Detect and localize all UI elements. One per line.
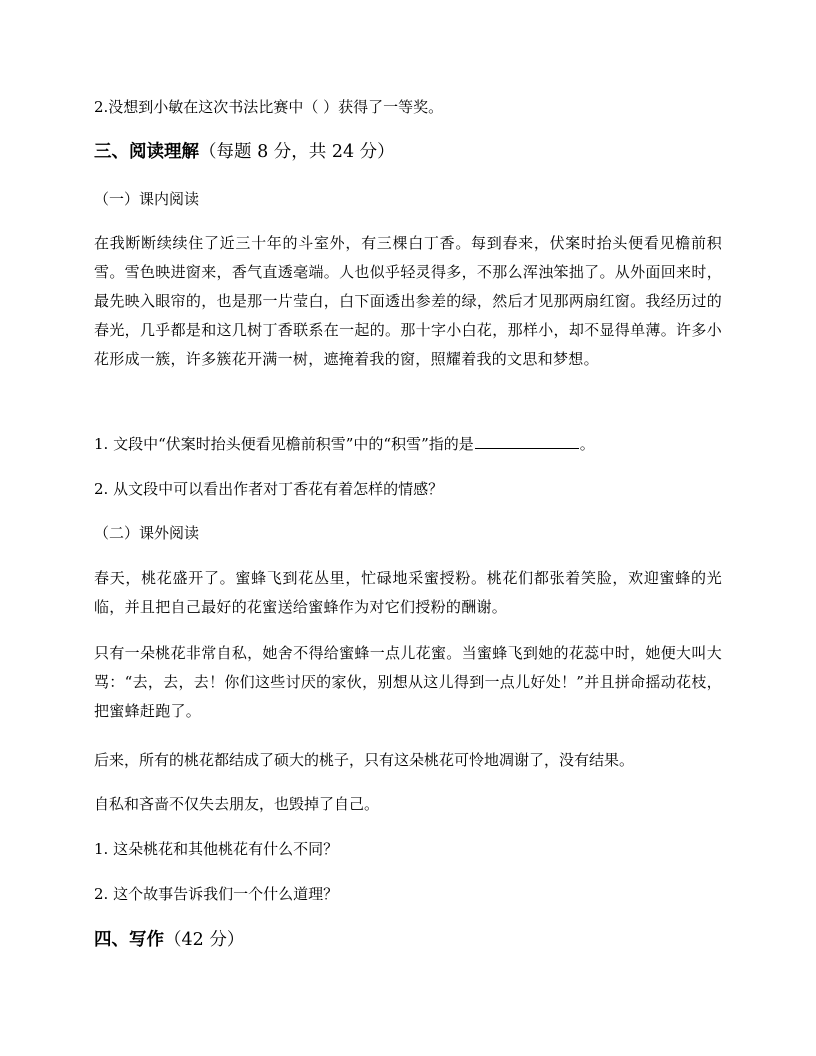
section-4-score: （42 分）	[164, 930, 245, 950]
section-4-title: 四、写作	[94, 930, 164, 950]
section-4-heading	[94, 928, 244, 952]
part-2-question-2: 2. 这个故事告诉我们一个什么道理？	[94, 885, 339, 903]
part-2-paragraph-1: 春天，桃花盛开了。蜜蜂飞到花丛里，忙碌地采蜜授粉。桃花们都张着笑脸，欢迎蜜蜂的光临，并且把自己最好的花蜜送给蜜蜂作为对它们授粉的酬谢。	[94, 569, 722, 616]
part-1-question-1	[94, 434, 595, 454]
section-3-title: 三、阅读理解	[94, 142, 199, 162]
part-2-paragraph-3: 后来，所有的桃花都结成了硕大的桃子，只有这朵桃花可怜地凋谢了，没有结果。	[94, 751, 635, 769]
part-1-label: （一）课内阅读	[94, 190, 200, 208]
part-1-passage: 在我断断续续住了近三十年的斗室外，有三棵白丁香。每到春来，伏案时抬头便看见檐前积雪。雪色映进窗来，香气直透毫端。人也似乎轻灵得多，不那么浑浊笨拙了。从外面回来时，最先映入眼帘的，也是那一片莹白，白下面透出参差的绿，然后才见那两扇红窗。我经历过的春光，几乎都是和这几树丁香联系在一起的。那十字小白花，那样小，却不显得单薄。许多小花形成一簇，许多簇花开满一树，遮掩着我的窗，照耀着我的文思和梦想。	[94, 234, 722, 368]
section-3-heading	[94, 140, 395, 164]
part-2-label: （二）课外阅读	[94, 524, 200, 542]
part-2-question-1: 1. 这朵桃花和其他桃花有什么不同？	[94, 840, 339, 858]
part-1-question-1-text: 1. 文段中“伏案时抬头便看见檐前积雪”中的“积雪”指的是	[94, 435, 474, 453]
part-2-paragraph-4: 自私和吝啬不仅失去朋友，也毁掉了自己。	[94, 795, 380, 813]
part-1-question-2: 2. 从文段中可以看出作者对丁香花有着怎样的情感？	[94, 480, 444, 498]
answer-blank[interactable]	[475, 434, 579, 449]
part-1-question-1-end: 。	[579, 435, 595, 453]
question-2-fill-blank: 2.没想到小敏在这次书法比赛中（ ）获得了一等奖。	[94, 98, 444, 116]
part-2-paragraph-2: 只有一朵桃花非常自私，她舍不得给蜜蜂一点儿花蜜。当蜜蜂飞到她的花蕊中时，她便大叫大骂：“去，去，去！你们这些讨厌的家伙，别想从这儿得到一点儿好处！”并且拼命摇动花枝，把蜜蜂赶跑了。	[94, 644, 722, 720]
section-3-score: （每题 8 分，共 24 分）	[199, 142, 395, 162]
